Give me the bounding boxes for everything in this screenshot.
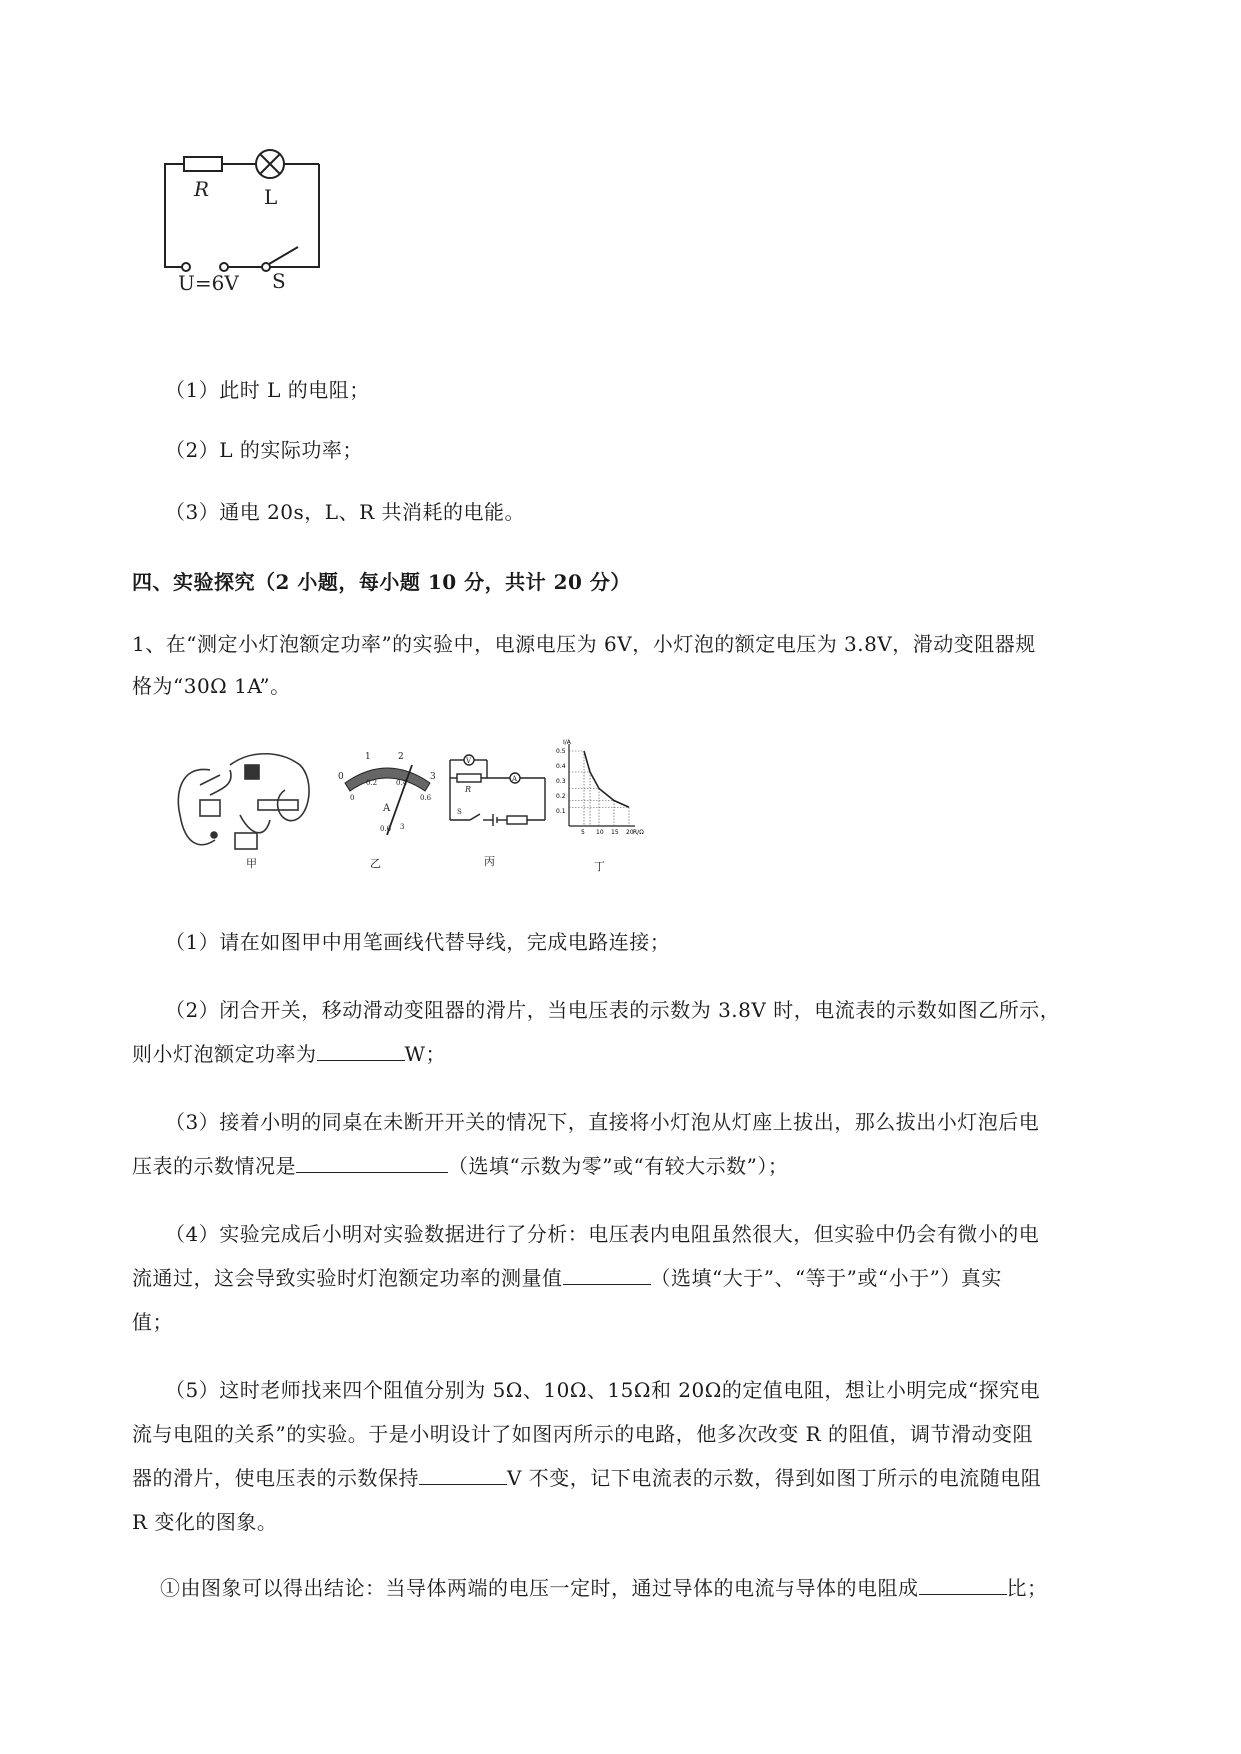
dial-bottom-3: 0.6 — [420, 794, 432, 802]
answer-blank-measured[interactable] — [563, 1262, 651, 1285]
dial-bottom-2: 0.4 — [396, 779, 408, 787]
x-tick-label: 5 — [581, 829, 585, 836]
dial-top-0: 0 — [338, 772, 344, 782]
subq2-text: 则小灯泡额定功率为 — [132, 1042, 317, 1066]
question-1-resistance: （1）此时 L 的电阻； — [165, 378, 370, 402]
subq1: （1）请在如图甲中用笔画线代替导线，完成电路连接； — [165, 930, 671, 954]
terminal-0-6: 0.6 — [380, 825, 392, 833]
source-terminal-right — [220, 263, 228, 271]
switch-lever — [269, 247, 298, 264]
terminal-3: 3 — [400, 823, 405, 831]
subq5-line1: （5）这时老师找来四个阻值分别为 5Ω、10Ω、15Ω和 20Ω的定值电阻，想让小明完成“探究电 — [165, 1378, 1041, 1402]
figure-caption-ding: 丁 — [594, 860, 605, 873]
subq5-text-after: V 不变，记下电流表的示数，得到如图丁所示的电流随电阻 — [507, 1466, 1042, 1490]
answer-blank-power[interactable] — [317, 1038, 405, 1061]
x-tick-label: 20 — [626, 829, 634, 836]
subq2-line1: （2）闭合开关，移动滑动变阻器的滑片，当电压表的示数为 3.8V 时，电流表的示数如图乙所示， — [165, 998, 1061, 1022]
subq3-text: 压表的示数情况是 — [132, 1154, 296, 1178]
source-voltage-label: U=6V — [178, 271, 239, 295]
question-2-power: （2）L 的实际功率； — [165, 438, 363, 462]
y-tick-label: 0.5 — [556, 748, 566, 755]
subq5-conclusion — [160, 1566, 1048, 1610]
x-axis-label: R/Ω — [633, 829, 644, 836]
dial-top-2: 2 — [398, 752, 404, 762]
subq2-unit: W； — [404, 1042, 447, 1066]
source-terminal-left — [182, 263, 190, 271]
subq5-line2: 流与电阻的关系”的实验。于是小明设计了如图丙所示的电路，他多次改变 R 的阻值，调节滑动变阻 — [132, 1422, 1033, 1446]
subq2-line2 — [132, 1032, 446, 1076]
figure-caption-jia: 甲 — [246, 857, 257, 870]
lamp-label: L — [264, 185, 278, 209]
section-heading: 四、实验探究（2 小题，每小题 10 分，共计 20 分） — [132, 570, 631, 594]
dial-top-3: 3 — [430, 772, 436, 782]
subq3-line1: （3）接着小明的同桌在未断开开关的情况下，直接将小灯泡从灯座上拔出，那么拔出小灯泡后电 — [165, 1110, 1040, 1134]
dial-bottom-1: 0.2 — [366, 779, 378, 787]
subq3-line2 — [132, 1144, 788, 1188]
figure-ding-graph — [555, 738, 650, 838]
y-tick-label: 0.2 — [556, 793, 566, 800]
dial-unit: A — [383, 803, 391, 814]
answer-blank-proportion[interactable] — [919, 1572, 1007, 1595]
subq5-text: 器的滑片，使电压表的示数保持 — [132, 1466, 419, 1490]
switch-s-label: S — [457, 808, 462, 816]
subq5-line4: R 变化的图象。 — [132, 1510, 278, 1534]
ammeter-label: A — [512, 775, 518, 783]
switch-pivot — [262, 263, 270, 271]
dial-top-1: 1 — [365, 752, 371, 762]
y-axis-label: I/A — [563, 739, 571, 746]
figure-caption-bing: 丙 — [484, 855, 495, 868]
question-3-energy: （3）通电 20s，L、R 共消耗的电能。 — [165, 500, 525, 524]
y-tick-label: 0.4 — [556, 763, 566, 770]
subq4-line2 — [132, 1256, 1002, 1300]
figure-jia-wiring — [170, 745, 320, 865]
dial-bottom-0: 0 — [350, 794, 355, 802]
subq4-line1: （4）实验完成后小明对实验数据进行了分析：电压表内电阻虽然很大，但实验中仍会有微小的电 — [165, 1222, 1040, 1246]
problem-intro-line1: 1、在“测定小灯泡额定功率”的实验中，电源电压为 6V，小灯泡的额定电压为 3.8V，滑动变阻器规 — [132, 632, 1036, 656]
switch-label: S — [272, 269, 286, 293]
conclusion-suffix: 比； — [1006, 1576, 1048, 1600]
resistor-r-label: R — [465, 785, 472, 794]
resistor-label: R — [194, 177, 210, 201]
circuit-diagram-series — [160, 140, 360, 300]
y-tick-label: 0.1 — [556, 808, 566, 815]
subq3-options: （选填“示数为零”或“有较大示数”）； — [448, 1154, 789, 1178]
conclusion-text: ①由图象可以得出结论：当导体两端的电压一定时，通过导体的电流与导体的电阻成 — [160, 1576, 919, 1600]
figure-caption-yi: 乙 — [370, 857, 381, 870]
subq4-line3: 值； — [132, 1310, 173, 1334]
figure-bing-circuit — [445, 748, 550, 828]
graph-curve — [584, 751, 629, 807]
subq4-text: 流通过，这会导致实验时灯泡额定功率的测量值 — [132, 1266, 563, 1290]
subq5-line3 — [132, 1456, 1041, 1500]
answer-blank-voltage[interactable] — [419, 1462, 507, 1485]
voltmeter-label: V — [466, 757, 472, 765]
x-tick-label: 10 — [596, 829, 604, 836]
problem-intro-line2: 格为“30Ω 1A”。 — [132, 674, 291, 698]
resistor-symbol — [184, 157, 222, 171]
answer-blank-voltmeter[interactable] — [296, 1150, 448, 1173]
subq4-options: （选填“大于”、“等于”或“小于”）真实 — [650, 1266, 1002, 1290]
figure-yi-ammeter — [330, 745, 445, 835]
x-tick-label: 15 — [611, 829, 619, 836]
y-tick-label: 0.3 — [556, 778, 566, 785]
